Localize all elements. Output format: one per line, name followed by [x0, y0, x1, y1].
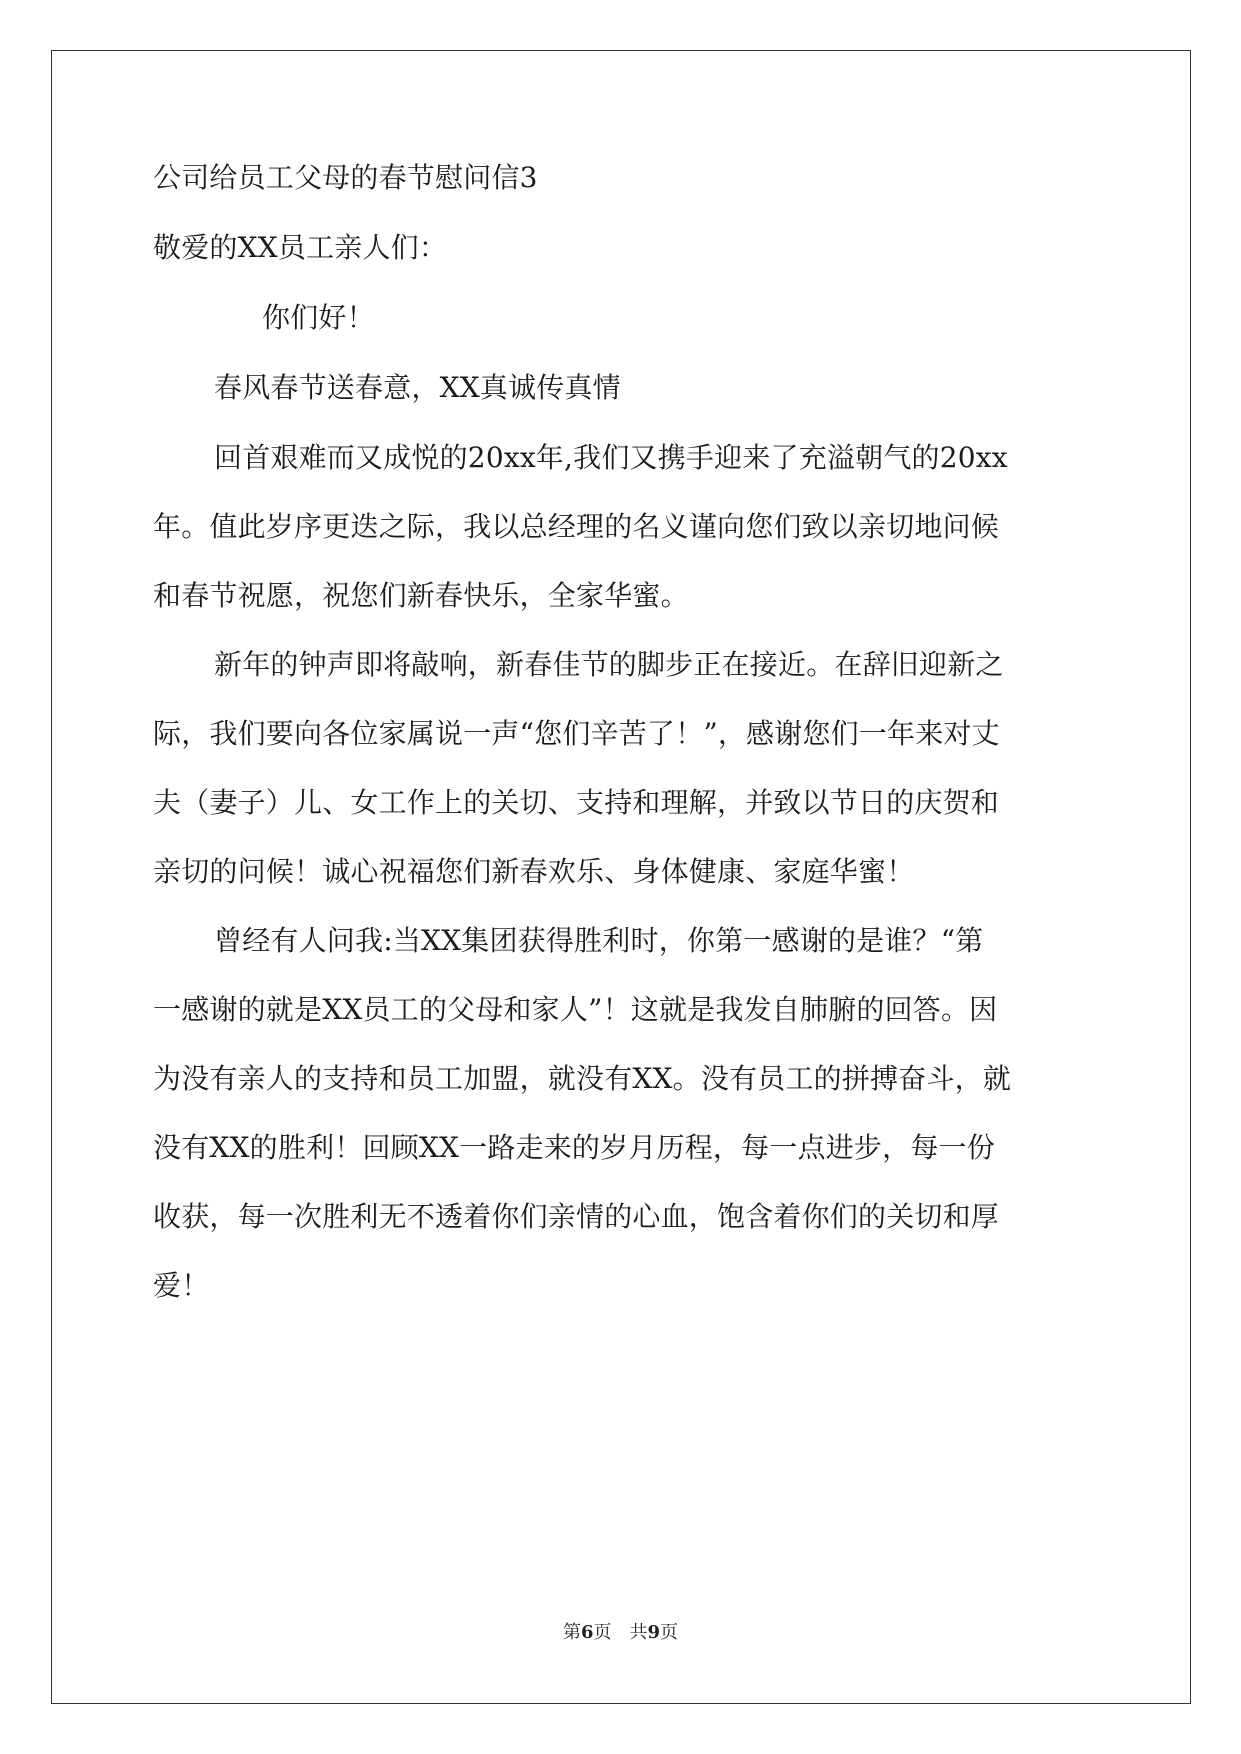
footer-middle: 页 共 [593, 1622, 648, 1643]
greeting: 你们好！ [262, 301, 375, 334]
current-page-number: 6 [580, 1622, 594, 1643]
paragraph-line: 春风春节送春意，XX真诚传真情 [214, 371, 621, 404]
footer-suffix: 页 [660, 1622, 679, 1643]
paragraph-line: 亲切的问候！诚心祝福您们新春欢乐、身体健康、家庭华蜜！ [153, 855, 915, 888]
total-pages-number: 9 [647, 1622, 661, 1643]
paragraph-line: 新年的钟声即将敲响，新春佳节的脚步正在接近。在辞旧迎新之 [214, 648, 1004, 681]
paragraph-line: 收获，每一次胜利无不透着你们亲情的心血，饱含着你们的关切和厚 [153, 1200, 1000, 1233]
paragraph-line: 和春节祝愿，祝您们新春快乐，全家华蜜。 [153, 579, 689, 612]
paragraph-line: 回首艰难而又成悦的20xx年,我们又携手迎来了充溢朝气的20xx [214, 441, 1008, 474]
paragraph-line: 夫（妻子）儿、女工作上的关切、支持和理解，并致以节日的庆贺和 [153, 786, 1000, 819]
paragraph-line: 际，我们要向各位家属说一声“您们辛苦了！”，感谢您们一年来对丈 [153, 717, 1000, 750]
document-title: 公司给员工父母的春节慰问信3 [153, 161, 538, 194]
paragraph-line: 为没有亲人的支持和员工加盟，就没有XX。没有员工的拼搏奋斗，就 [153, 1062, 1012, 1095]
page-footer [0, 1621, 1241, 1645]
paragraph-line: 没有XX的胜利！回顾XX一路走来的岁月历程，每一点进步，每一份 [153, 1131, 995, 1164]
paragraph-line: 爱！ [153, 1269, 210, 1302]
footer-prefix: 第 [562, 1622, 581, 1643]
salutation: 敬爱的XX员工亲人们： [153, 231, 448, 264]
paragraph-line: 年。值此岁序更迭之际，我以总经理的名义谨向您们致以亲切地问候 [153, 510, 1000, 543]
paragraph-line: 曾经有人问我:当XX集团获得胜利时，你第一感谢的是谁？“第 [214, 924, 984, 957]
paragraph-line: 一感谢的就是XX员工的父母和家人”！这就是我发自肺腑的回答。因 [153, 993, 998, 1026]
